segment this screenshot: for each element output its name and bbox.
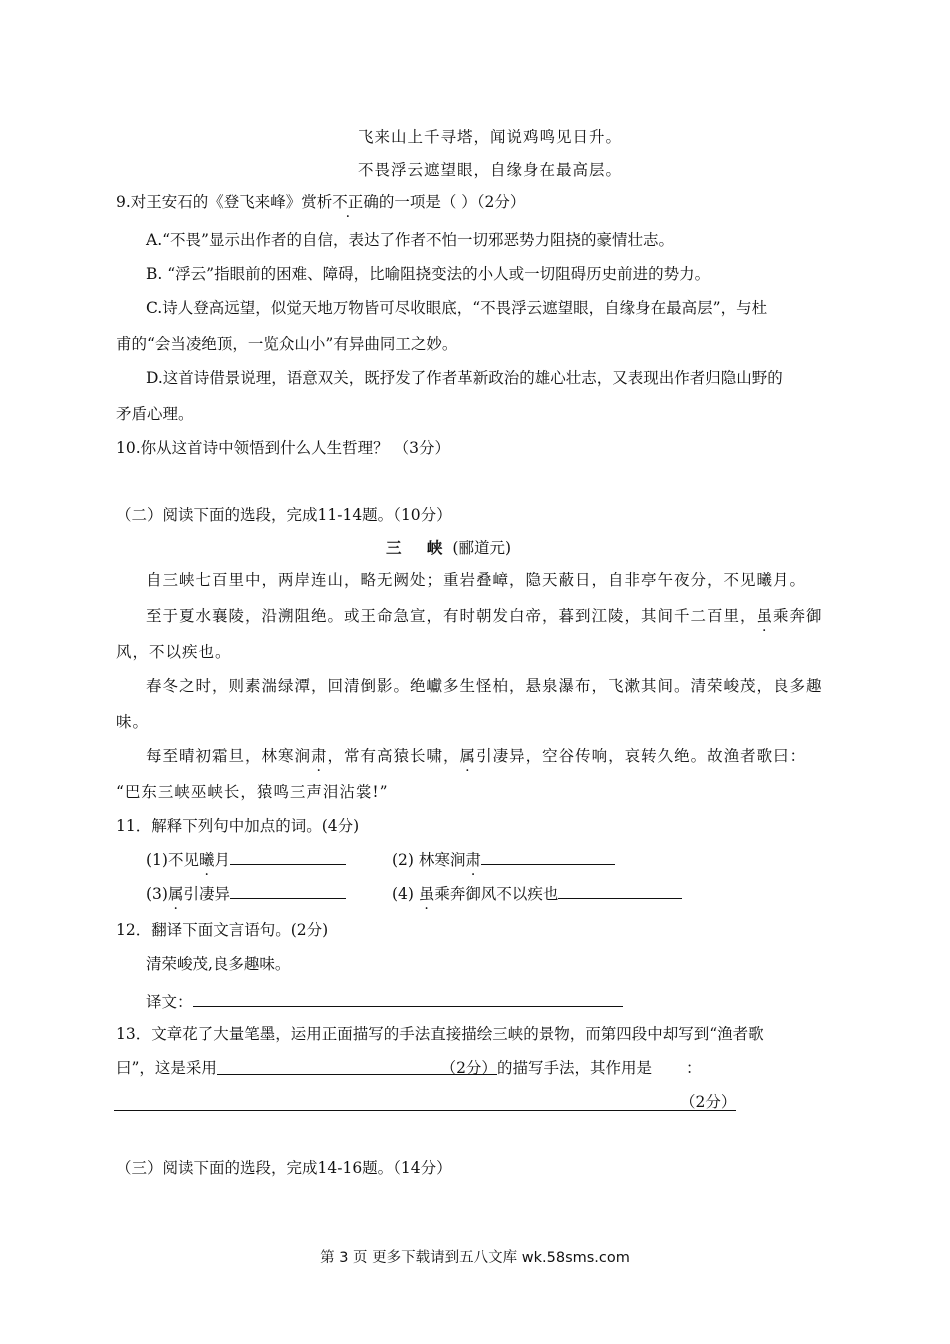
question-11-item-2: (2) 林寒涧肃 [392,848,615,870]
question-9-stem: 9.对王安石的《登飞来峰》赏析不正确的一项是（ ）（2分） [116,193,526,211]
emphasis-dot-text: 虽 [418,885,435,903]
emphasis-dot-text: 肃 [465,851,481,869]
question-11-item-4: (4) 虽乘奔御风不以疾也 [392,882,682,904]
passage-paragraph-3-line-2: 味。 [116,713,150,731]
answer-line[interactable] [114,1110,736,1111]
question-11-item-3: (3)属引凄异 [146,882,346,904]
question-9-option-a: A.“不畏”显示出作者的自信，表达了作者不怕一切邪恶势力阻挠的豪情壮志。 [146,231,674,249]
question-9-option-d-line-1: D.这首诗借景说理，语意双关，既抒发了作者革新政治的雄心壮志，又表现出作者归隐山野的 [146,369,783,387]
answer-blank[interactable] [481,848,615,865]
passage-title [386,538,511,558]
passage-paragraph-2-line-1: 至于夏水襄陵，沿溯阻绝。或王命急宣，有时朝发白帝，暮到江陵，其间千二百里，虽乘奔御 [146,607,823,625]
question-9-option-c-line-1: C.诗人登高远望，似觉天地万物皆可尽收眼底，“不畏浮云遮望眼，自缘身在最高层”，与杜 [146,299,768,317]
poem-line-2: 不畏浮云遮望眼，自缘身在最高层。 [358,161,623,179]
answer-blank[interactable]: （2分） [217,1058,497,1075]
question-9-option-b: B. “浮云”指眼前的困难、障碍，比喻阻挠变法的小人或一切阻碍历史前进的势力。 [146,265,711,283]
passage-paragraph-1: 自三峡七百里中，两岸连山，略无阙处；重岩叠嶂，隐天蔽日，自非亭午夜分，不见曦月。 [146,571,807,589]
question-12-translation: 译文： [146,990,623,1012]
section-3-intro: （三）阅读下面的选段，完成14-16题。（14分） [116,1159,452,1177]
question-12-sentence: 清荣峻茂,良多趣味。 [146,955,291,973]
answer-blank[interactable] [558,882,682,899]
page-footer: 第 3 页 更多下载请到五八文库 wk.58sms.com [320,1250,630,1266]
question-13-line-2: 曰”，这是采用 （2分）的描写手法，其作用是 ： [116,1059,702,1077]
question-11-item-1: (1)不见曦月 [146,848,346,870]
author-name: (郦道元) [452,539,512,557]
emphasis-dot-text: 属 [167,885,184,903]
question-13-score: （2分） [680,1093,737,1111]
emphasis-dot-text: 肃 [311,747,328,765]
passage-paragraph-4-line-2: “巴东三峡巫峡长，猿鸣三声泪沾裳!” [116,783,389,801]
answer-blank[interactable] [230,848,346,865]
passage-paragraph-2-line-2: 风，不以疾也。 [116,643,232,661]
section-2-intro: （二）阅读下面的选段，完成11-14题。（10分） [116,506,452,524]
answer-blank[interactable] [193,990,623,1007]
emphasis-dot-text: 曦 [198,851,215,869]
question-10: 10.你从这首诗中领悟到什么人生哲理？ （3分） [116,439,450,457]
question-9-option-c-line-2: 甫的“会当凌绝顶，一览众山小”有异曲同工之妙。 [116,335,458,353]
question-13-line-1: 13．文章花了大量笔墨，运用正面描写的手法直接描绘三峡的景物，而第四段中却写到“渔者歌 [116,1025,764,1043]
passage-paragraph-3-line-1: 春冬之时，则素湍绿潭，回清倒影。绝巘多生怪柏，悬泉瀑布，飞漱其间。清荣峻茂，良多趣 [146,677,823,695]
title-text: 三 峡 [386,538,453,557]
poem-line-1: 飞来山上千寻塔，闻说鸡鸣见日升。 [358,128,623,146]
emphasis-dot-text: 不正 [332,193,364,211]
passage-paragraph-4-line-1: 每至晴初霜旦，林寒涧肃，常有高猿长啸，属引凄异，空谷传响，哀转久绝。故渔者歌曰： [146,747,807,765]
emphasis-dot-text: 虽 [756,607,774,625]
emphasis-dot-text: 属 [459,747,477,765]
question-11-stem: 11．解释下列句中加点的词。(4分) [116,817,360,835]
answer-blank[interactable] [230,882,346,899]
question-12-stem: 12．翻译下面文言语句。(2分) [116,921,329,939]
question-9-option-d-line-2: 矛盾心理。 [116,405,194,423]
